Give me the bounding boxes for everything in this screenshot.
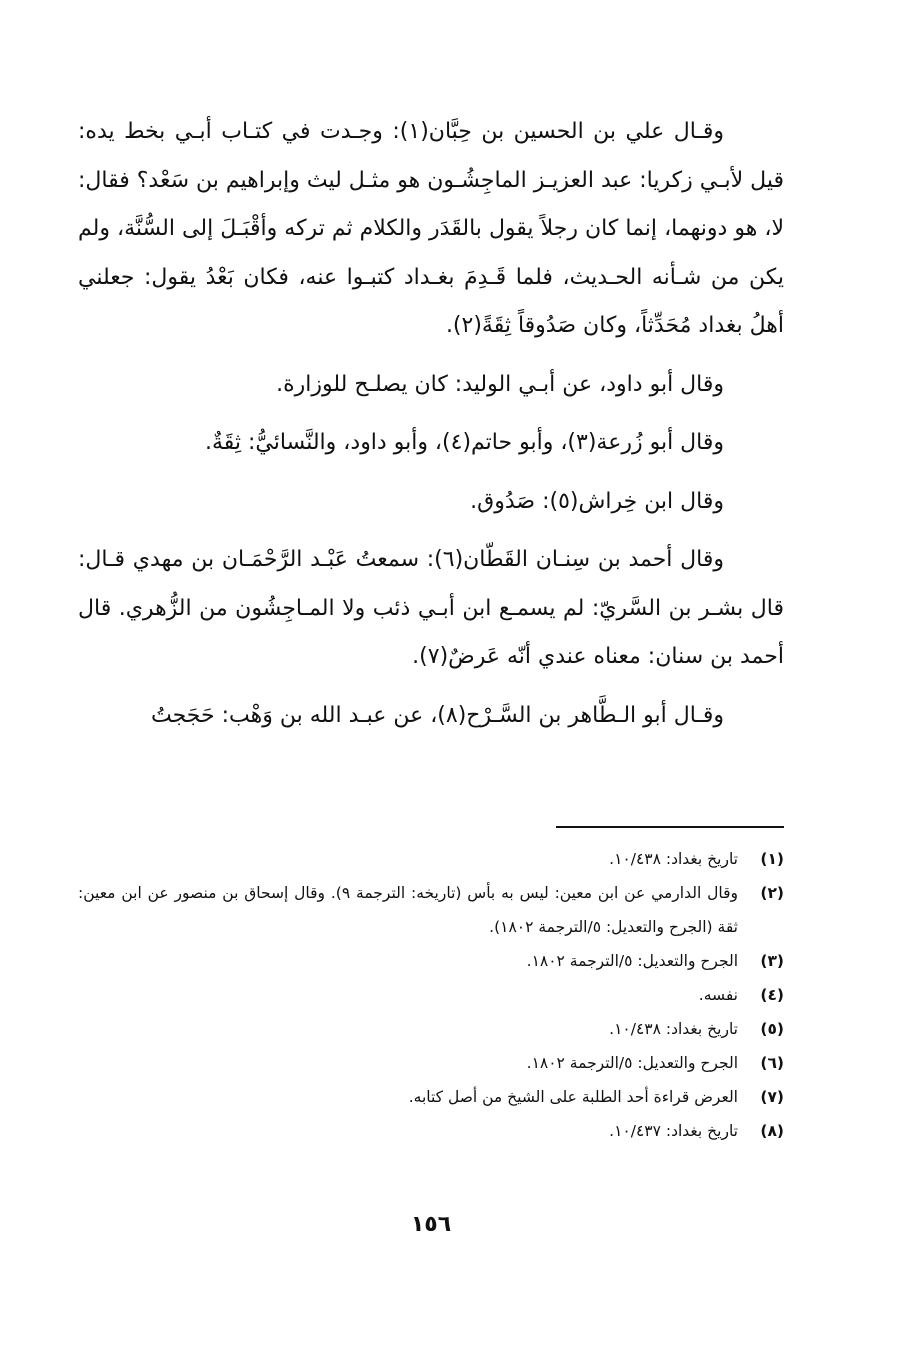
paragraph: وقال أبو داود، عن أبـي الوليد: كان يصلـح للوزارة.: [276, 371, 724, 397]
main-text: [78, 108, 784, 740]
paragraph: وقال أحمد بن سِنـان القَطّان(٦): سمعتُ عَبْـد الرَّحْمَـان بن مهدي قـال: قال بشـر بن السَّريّ: لم يسمـع ابن أبـي ذئب ولا المـاجِشُون من الزُّهري. قال أحمد بن سنان: معناه عندي أنّه عَرضٌ(٧).: [78, 547, 784, 669]
footnote: [78, 1012, 784, 1046]
footnote: [78, 842, 784, 876]
footnote: [78, 978, 784, 1012]
paragraph: وقال أبو زُرعة(٣)، وأبو حاتم(٤)، وأبو داود، والنَّسائيُّ: ثِقَةٌ.: [204, 430, 724, 455]
footnote-text: الجرح والتعديل: ٥/الترجمة ١٨٠٢.: [526, 1054, 738, 1072]
footnote-number: (١): [760, 850, 784, 868]
footnote: [78, 876, 784, 944]
footnote-number: (٨): [760, 1122, 784, 1140]
footnote-number: (٧): [760, 1088, 784, 1106]
footnotes: [78, 842, 784, 1148]
paragraph: وقـال أبو الـطَّاهر بن السَّـرْح(٨)، عن عبـد الله بن وَهْب: حَجَجتُ: [151, 702, 724, 728]
footnote-number: (٤): [760, 986, 784, 1004]
page-number: ١٥٦: [410, 1212, 452, 1237]
footnote-text: تاريخ بغداد: ١٠/٤٣٨.: [609, 1020, 738, 1038]
book-page: [78, 108, 784, 1288]
footnote-number: (٥): [760, 1020, 784, 1038]
footnote-text: تاريخ بغداد: ١٠/٤٣٧.: [609, 1122, 738, 1140]
footnote-separator: [556, 826, 784, 828]
footnote: [78, 1046, 784, 1080]
paragraph: وقـال علي بن الحسين بن حِبَّان(١): وجـدت في كتـاب أبـي بخط يده: قيل لأبـي زكريا: عبد العزيـز الماجِشُـون هو مثـل ليث وإبراهيم بن سَعْد؟ فقال: لا، هو دونهما، إنما كان رجلاً يقول بالقَدَر والكلام ثم تركه وأقْبَـلَ إلى السُّنَّة، ولم يكن من شـأنه الحـديث، فلما قَـدِمَ بغـداد كتبـوا عنه، فكان بَعْدُ يقول: جعلني أهلُ بغداد مُحَدِّثاً، وكان صَدُوقاً ثِقَةً(٢).: [78, 119, 784, 338]
footnote: [78, 944, 784, 978]
footnote: [78, 1114, 784, 1148]
footnote-text: نفسه.: [698, 986, 738, 1004]
footnote-number: (٦): [760, 1054, 784, 1072]
footnote: [78, 1080, 784, 1114]
footnote-text: الجرح والتعديل: ٥/الترجمة ١٨٠٢.: [526, 952, 738, 970]
footnote-text: تاريخ بغداد: ١٠/٤٣٨.: [609, 850, 738, 868]
footnote-number: (٣): [760, 952, 784, 970]
footnote-text: وقال الدارمي عن ابن معين: ليس به بأس (تاريخه: الترجمة ٩). وقال إسحاق بن منصور عن ابن معين: ثقة (الجرح والتعديل: ٥/الترجمة ١٨٠٢).: [78, 884, 738, 936]
paragraph: وقال ابن خِراش(٥): صَدُوق.: [470, 488, 724, 514]
footnote-number: (٢): [760, 884, 784, 902]
footnote-text: العرض قراءة أحد الطلبة على الشيخ من أصل كتابه.: [408, 1088, 738, 1106]
